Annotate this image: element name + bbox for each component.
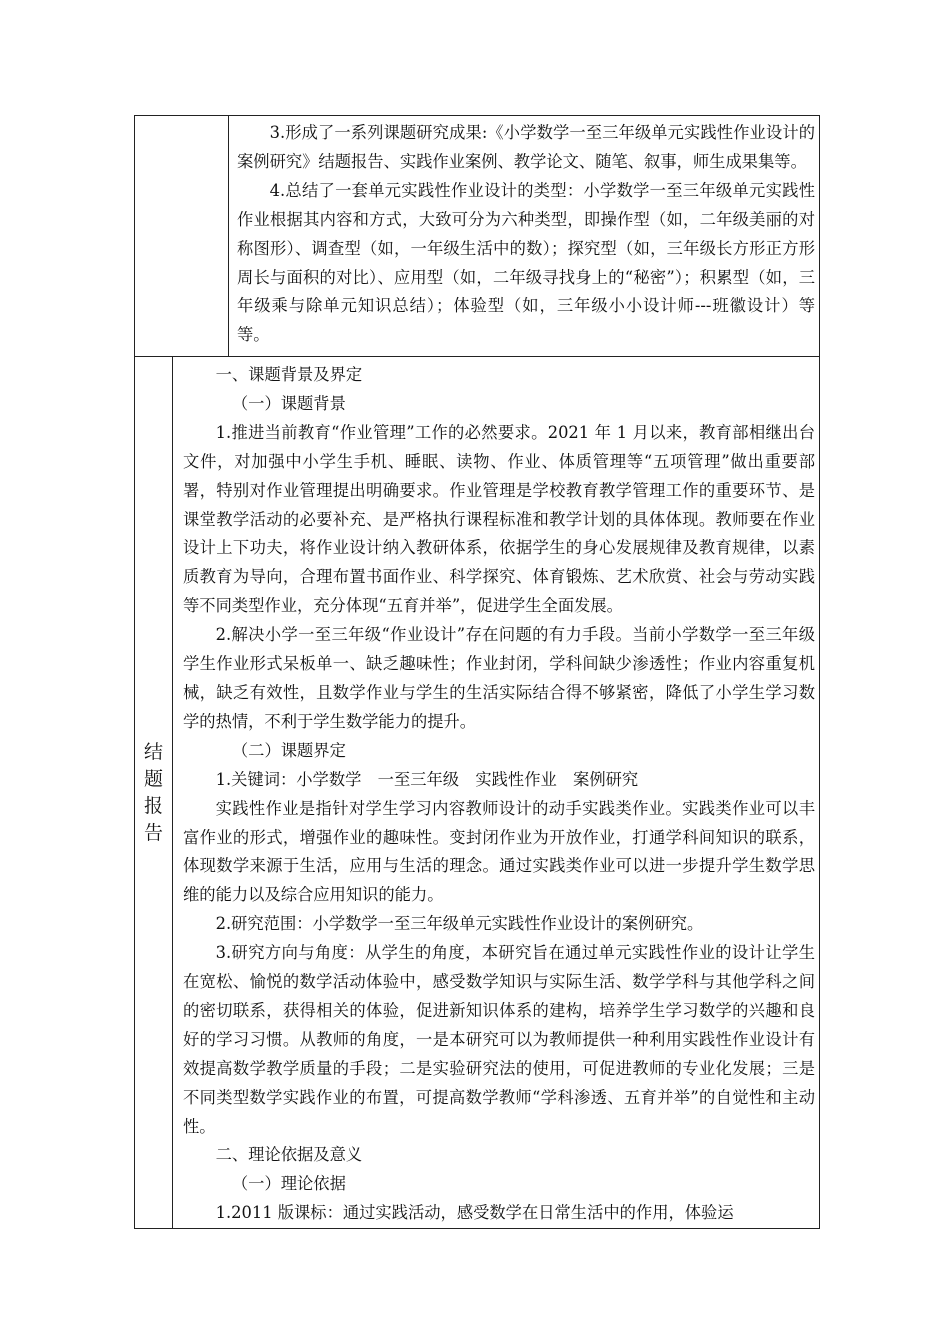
section-heading: 一、课题背景及界定 <box>215 365 363 384</box>
subsection-heading: （一）课题背景 <box>231 393 346 413</box>
report-table <box>134 115 820 1229</box>
body-paragraph: 实践性作业是指针对学生学习内容教师设计的动手实践类作业。实践类作业可以丰富作业的形式，增强作业的趣味性。变封闭作业为开放作业，打通学科间知识的联系，体现数学来源于生活，应用与生活的理念。通过实践类作业可以进一步提升学生数学思维的能力以及综合应用知识的能力。 <box>183 798 815 905</box>
body-paragraph: 2.解决小学一至三年级“作业设计”存在问题的有力手段。当前小学数学一至三年级学生作业形式呆板单一、缺乏趣味性；作业封闭，学科间缺少渗透性；作业内容重复机械，缺乏有效性，且数学作业与学生的生活实际结合得不够紧密，降低了小学生学习数学的热情，不利于学生数学能力的提升。 <box>183 625 815 731</box>
section-heading: 二、理论依据及意义 <box>215 1145 363 1165</box>
body-paragraph: 1.关键词：小学数学 一至三年级 实践性作业 案例研究 <box>215 769 639 789</box>
results-row <box>135 116 820 357</box>
report-row <box>135 357 820 1229</box>
document-page <box>134 115 820 1229</box>
results-paragraph: 4.总结了一套单元实践性作业设计的类型：小学数学一至三年级单元实践性作业根据其内容和方式，大致可分为六种类型，即操作型（如，二年级美丽的对称图形）、调查型（如，一年级生活中的数）；探究型（如，三年级长方形正方形周长与面积的对比）、应用型（如，二年级寻找身上的“秘密”）；积累型（如，三年级乘与除单元知识总结）；体验型（如，三年级小小设计师---班徽设计）等等。 <box>237 180 815 345</box>
body-paragraph: 1.2011 版课标：通过实践活动，感受数学在日常生活中的作用，体验运 <box>215 1203 734 1223</box>
results-paragraph: 3.形成了一系列课题研究成果:《小学数学一至三年级单元实践性作业设计的案例研究》结题报告、实践作业案例、教学论文、随笔、叙事，师生成果集等。 <box>237 123 815 171</box>
report-label: 结题报告 <box>143 740 163 844</box>
subsection-heading: （二）课题界定 <box>231 740 346 760</box>
body-paragraph: 3.研究方向与角度：从学生的角度，本研究旨在通过单元实践性作业的设计让学生在宽松、愉悦的数学活动体验中，感受数学知识与实际生活、数学学科与其他学科之间的密切联系，获得相关的体验，促进新知识体系的建构，培养学生学习数学的兴趣和良好的学习习惯。从教师的角度，一是本研究可以为教师提供一种利用实践性作业设计有效提高数学教学质量的手段；二是实验研究法的使用，可促进教师的专业化发展；三是不同类型数学实践作业的布置，可提高数学教师“学科渗透、五育并举”的自觉性和主动性。 <box>183 943 815 1136</box>
body-paragraph: 1.推进当前教育“作业管理”工作的必然要求。2021 年 1 月以来，教育部相继出台文件，对加强中小学生手机、睡眠、读物、作业、体质管理等“五项管理”做出重要部署，特别对作业管理提出明确要求。作业管理是学校教育教学管理工作的重要环节、是课堂教学活动的必要补充、是严格执行课程标准和教学计划的具体体现。教师要在作业设计上下功夫，将作业设计纳入教研体系，依据学生的身心发展规律及教育规律，以素质教育为导向，合理布置书面作业、科学探究、体育锻炼、艺术欣赏、社会与劳动实践等不同类型作业，充分体现“五育并举”，促进学生全面发展。 <box>183 422 815 616</box>
results-label-cell <box>135 116 229 357</box>
results-content-cell <box>229 116 820 357</box>
report-content-cell <box>173 357 820 1229</box>
report-label-cell <box>135 357 173 1229</box>
body-paragraph: 2.研究范围：小学数学一至三年级单元实践性作业设计的案例研究。 <box>215 914 704 934</box>
subsection-heading: （一）理论依据 <box>231 1174 346 1194</box>
